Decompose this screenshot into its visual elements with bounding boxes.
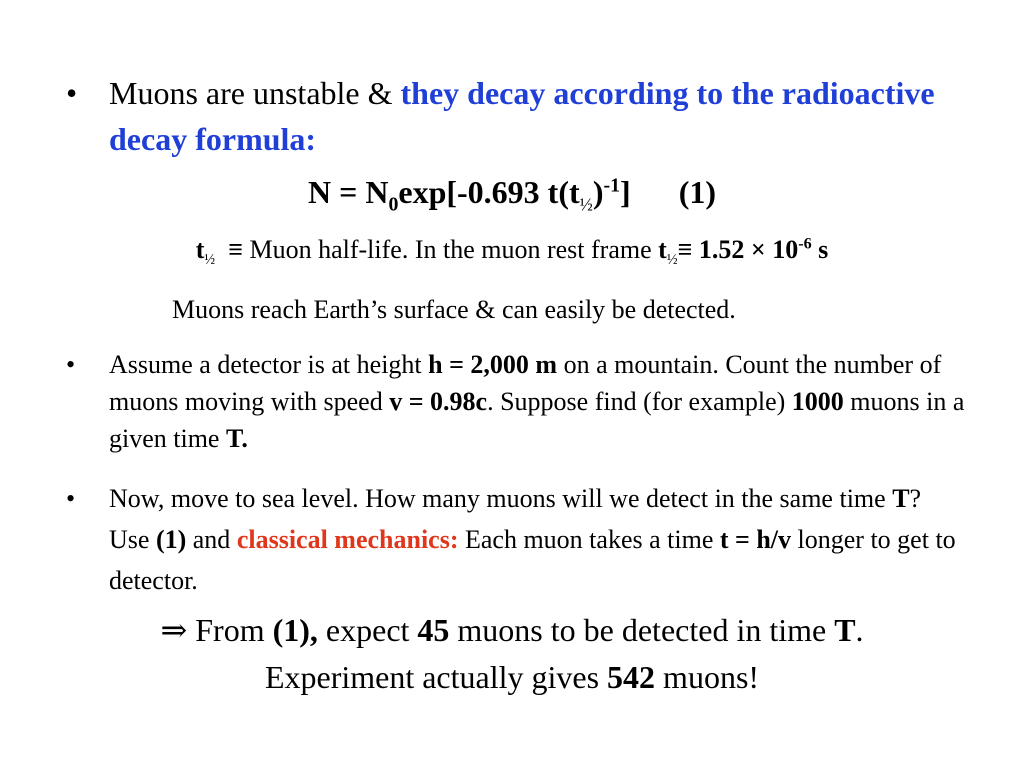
hl-equiv2: ≡ [677,235,693,264]
text-plain: on a mountain. Count the number of muons moving with speed [109,350,942,416]
half-life-definition [0,235,1024,269]
formula-eq-number: (1) [678,174,716,210]
text-plain: and [186,525,237,554]
text-highlight-red: classical mechanics: [236,525,459,554]
formula-sub0: 0 [388,193,399,216]
decay-formula [0,174,1024,216]
reach-line: Muons reach Earth’s surface & can easily be detected. [172,295,736,324]
hl-value-exp: -6 [798,235,812,253]
implies-arrow-icon: ⇒ [160,612,188,648]
bullet-text [109,478,966,601]
text-plain: Each muon takes a time [458,525,720,554]
hl-half: ½ [204,252,216,269]
text-bold-actual: 542 [607,659,656,695]
hl-text: Muon half-life. In the muon rest frame [242,235,659,264]
conclusion-line-2 [0,654,1024,701]
hl-equiv: ≡ [228,235,243,264]
formula-sup: -1 [603,174,621,197]
formula-exp: exp[-0.693 t(t [398,174,580,210]
text-plain: Experiment actually gives [264,659,608,695]
text-plain: muons! [655,659,760,695]
text-plain: muons to be detected in time [449,612,835,648]
conclusion [0,607,1024,701]
bullet-dot: • [66,75,78,111]
text-bold-time: T [892,484,910,513]
text-bold-formula: t = h/v [719,525,792,554]
text-plain: longer to get to detector. [109,525,956,595]
text-bold-time: T [834,612,856,648]
bullet-text [109,70,966,162]
text-plain: . [855,612,864,648]
hl-half2: ½ [666,252,678,269]
bullet-text [109,346,966,457]
formula-close-bracket: ] [620,174,631,210]
formula-lhs: N = N [307,174,389,210]
hl-unit: s [811,235,829,264]
conclusion-line-1 [0,607,1024,654]
formula-close-paren: ) [592,174,604,210]
text-bold-eq-ref: (1) [155,525,187,554]
hl-t2: t [658,235,667,264]
formula-half: ½ [579,194,593,215]
text-highlight-blue: they decay according to the radioactive decay formula: [109,75,935,157]
text-plain: Now, move to sea level. How many muons will we detect in the same time [109,484,893,513]
text-plain: From [187,612,273,648]
text-plain: Muons are unstable & [109,75,401,111]
text-plain: ? Use [109,484,922,554]
text-bold-eq-ref: (1), [272,612,318,648]
hl-t: t [195,235,205,264]
text-plain: expect [317,612,418,648]
text-plain: muons in a given time [109,387,965,453]
text-bold-speed: v = 0.98c [389,387,488,416]
text-bold-height: h = 2,000 m [428,350,558,379]
text-bold-time: T. [225,424,248,453]
hl-value: 1.52 × 10 [692,235,799,264]
text-bold-count: 1000 [791,387,844,416]
text-bold-expected: 45 [417,612,450,648]
bullet-dot: • [66,350,76,379]
text-plain: Assume a detector is at height [109,350,429,379]
text-plain: . Suppose find (for example) [487,387,792,416]
bullet-dot: • [66,484,76,513]
